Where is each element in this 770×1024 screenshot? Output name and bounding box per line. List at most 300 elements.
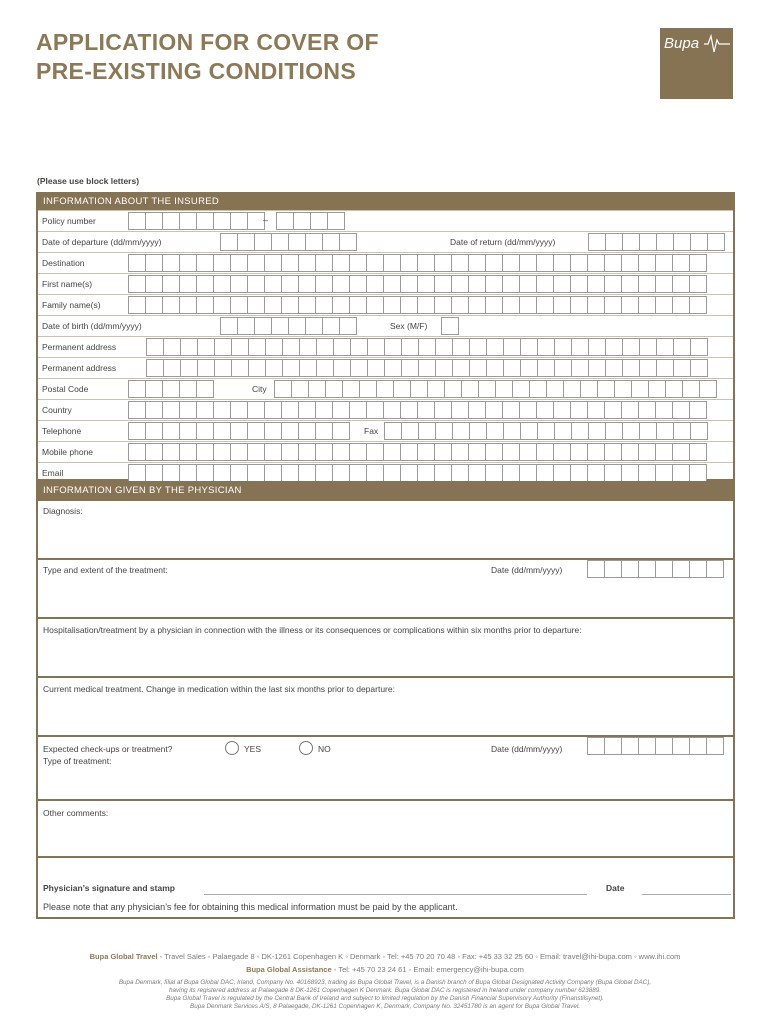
char-box[interactable]: [310, 212, 328, 230]
char-box[interactable]: [621, 401, 639, 419]
char-box[interactable]: [247, 275, 265, 293]
char-box[interactable]: [281, 464, 299, 482]
char-box[interactable]: [639, 233, 657, 251]
char-box[interactable]: [672, 737, 690, 755]
char-box[interactable]: [690, 338, 708, 356]
char-box[interactable]: [410, 380, 428, 398]
char-box[interactable]: [604, 443, 622, 461]
char-box[interactable]: [349, 275, 367, 293]
char-box[interactable]: [231, 338, 249, 356]
char-box[interactable]: [699, 380, 717, 398]
char-box[interactable]: [230, 401, 248, 419]
char-box[interactable]: [214, 359, 232, 377]
char-box[interactable]: [282, 359, 300, 377]
email-input[interactable]: [128, 464, 706, 482]
char-box[interactable]: [614, 380, 632, 398]
char-box[interactable]: [282, 338, 300, 356]
char-box[interactable]: [237, 233, 255, 251]
char-box[interactable]: [384, 422, 402, 440]
char-box[interactable]: [451, 401, 469, 419]
char-box[interactable]: [571, 338, 589, 356]
char-box[interactable]: [230, 296, 248, 314]
char-box[interactable]: [434, 275, 452, 293]
char-box[interactable]: [308, 380, 326, 398]
char-box[interactable]: [281, 254, 299, 272]
diagnosis-field[interactable]: [38, 499, 733, 558]
char-box[interactable]: [587, 275, 605, 293]
char-box[interactable]: [648, 380, 666, 398]
char-box[interactable]: [468, 296, 486, 314]
char-box[interactable]: [162, 254, 180, 272]
char-box[interactable]: [520, 422, 538, 440]
char-box[interactable]: [604, 737, 622, 755]
char-box[interactable]: [281, 401, 299, 419]
char-box[interactable]: [180, 359, 198, 377]
char-box[interactable]: [588, 233, 606, 251]
char-box[interactable]: [350, 338, 368, 356]
char-box[interactable]: [265, 338, 283, 356]
char-box[interactable]: [519, 254, 537, 272]
char-box[interactable]: [435, 359, 453, 377]
char-box[interactable]: [179, 464, 197, 482]
char-box[interactable]: [604, 464, 622, 482]
char-box[interactable]: [427, 380, 445, 398]
char-box[interactable]: [655, 254, 673, 272]
char-box[interactable]: [417, 254, 435, 272]
char-box[interactable]: [400, 401, 418, 419]
char-box[interactable]: [622, 233, 640, 251]
char-box[interactable]: [621, 464, 639, 482]
char-box[interactable]: [145, 212, 163, 230]
char-box[interactable]: [288, 233, 306, 251]
char-box[interactable]: [332, 254, 350, 272]
char-box[interactable]: [366, 443, 384, 461]
char-box[interactable]: [281, 296, 299, 314]
char-box[interactable]: [298, 254, 316, 272]
char-box[interactable]: [434, 296, 452, 314]
char-box[interactable]: [503, 338, 521, 356]
char-box[interactable]: [570, 296, 588, 314]
char-box[interactable]: [146, 359, 164, 377]
char-box[interactable]: [299, 338, 317, 356]
char-box[interactable]: [264, 401, 282, 419]
char-box[interactable]: [281, 443, 299, 461]
char-box[interactable]: [179, 275, 197, 293]
char-box[interactable]: [621, 296, 639, 314]
char-box[interactable]: [529, 380, 547, 398]
char-box[interactable]: [271, 317, 289, 335]
char-box[interactable]: [128, 296, 146, 314]
char-box[interactable]: [536, 275, 554, 293]
char-box[interactable]: [383, 401, 401, 419]
char-box[interactable]: [349, 254, 367, 272]
char-box[interactable]: [315, 464, 333, 482]
char-box[interactable]: [435, 422, 453, 440]
char-box[interactable]: [655, 275, 673, 293]
char-box[interactable]: [587, 401, 605, 419]
char-box[interactable]: [553, 401, 571, 419]
char-box[interactable]: [162, 443, 180, 461]
char-box[interactable]: [553, 464, 571, 482]
char-box[interactable]: [485, 296, 503, 314]
char-box[interactable]: [689, 560, 707, 578]
char-box[interactable]: [339, 317, 357, 335]
char-box[interactable]: [486, 338, 504, 356]
char-box[interactable]: [401, 338, 419, 356]
address1-input[interactable]: [146, 338, 707, 356]
char-box[interactable]: [469, 422, 487, 440]
char-box[interactable]: [401, 359, 419, 377]
char-box[interactable]: [588, 359, 606, 377]
char-box[interactable]: [213, 422, 231, 440]
char-box[interactable]: [128, 212, 146, 230]
char-box[interactable]: [128, 275, 146, 293]
char-box[interactable]: [570, 254, 588, 272]
char-box[interactable]: [485, 464, 503, 482]
char-box[interactable]: [271, 233, 289, 251]
char-box[interactable]: [383, 464, 401, 482]
char-box[interactable]: [655, 296, 673, 314]
char-box[interactable]: [571, 422, 589, 440]
char-box[interactable]: [254, 233, 272, 251]
char-box[interactable]: [288, 317, 306, 335]
char-box[interactable]: [707, 233, 725, 251]
char-box[interactable]: [376, 380, 394, 398]
char-box[interactable]: [196, 401, 214, 419]
char-box[interactable]: [163, 338, 181, 356]
char-box[interactable]: [604, 254, 622, 272]
char-box[interactable]: [469, 359, 487, 377]
char-box[interactable]: [689, 401, 707, 419]
char-box[interactable]: [197, 359, 215, 377]
char-box[interactable]: [293, 212, 311, 230]
char-box[interactable]: [213, 464, 231, 482]
char-box[interactable]: [196, 422, 214, 440]
char-box[interactable]: [570, 443, 588, 461]
char-box[interactable]: [638, 401, 656, 419]
char-box[interactable]: [622, 338, 640, 356]
char-box[interactable]: [417, 401, 435, 419]
char-box[interactable]: [536, 401, 554, 419]
char-box[interactable]: [316, 338, 334, 356]
char-box[interactable]: [570, 464, 588, 482]
char-box[interactable]: [502, 275, 520, 293]
char-box[interactable]: [248, 359, 266, 377]
char-box[interactable]: [315, 422, 333, 440]
char-box[interactable]: [638, 254, 656, 272]
char-box[interactable]: [264, 464, 282, 482]
char-box[interactable]: [230, 254, 248, 272]
char-box[interactable]: [689, 296, 707, 314]
char-box[interactable]: [332, 275, 350, 293]
char-box[interactable]: [587, 254, 605, 272]
char-box[interactable]: [162, 380, 180, 398]
char-box[interactable]: [434, 401, 452, 419]
char-box[interactable]: [673, 233, 691, 251]
char-box[interactable]: [128, 254, 146, 272]
char-box[interactable]: [553, 296, 571, 314]
char-box[interactable]: [359, 380, 377, 398]
char-box[interactable]: [417, 443, 435, 461]
address2-input[interactable]: [146, 359, 707, 377]
char-box[interactable]: [145, 401, 163, 419]
char-box[interactable]: [418, 338, 436, 356]
char-box[interactable]: [587, 443, 605, 461]
char-box[interactable]: [332, 464, 350, 482]
char-box[interactable]: [485, 275, 503, 293]
char-box[interactable]: [179, 443, 197, 461]
char-box[interactable]: [519, 275, 537, 293]
char-box[interactable]: [400, 464, 418, 482]
char-box[interactable]: [264, 422, 282, 440]
family-names-input[interactable]: [128, 296, 706, 314]
char-box[interactable]: [682, 380, 700, 398]
char-box[interactable]: [325, 380, 343, 398]
char-box[interactable]: [393, 380, 411, 398]
char-box[interactable]: [605, 359, 623, 377]
char-box[interactable]: [655, 401, 673, 419]
char-box[interactable]: [417, 275, 435, 293]
char-box[interactable]: [417, 296, 435, 314]
char-box[interactable]: [706, 737, 724, 755]
char-box[interactable]: [656, 422, 674, 440]
char-box[interactable]: [162, 296, 180, 314]
char-box[interactable]: [179, 212, 197, 230]
char-box[interactable]: [145, 275, 163, 293]
char-box[interactable]: [128, 464, 146, 482]
char-box[interactable]: [305, 317, 323, 335]
char-box[interactable]: [179, 254, 197, 272]
char-box[interactable]: [468, 464, 486, 482]
char-box[interactable]: [315, 443, 333, 461]
char-box[interactable]: [502, 464, 520, 482]
char-box[interactable]: [502, 401, 520, 419]
char-box[interactable]: [563, 380, 581, 398]
postal-code-input[interactable]: [128, 380, 213, 398]
char-box[interactable]: [451, 296, 469, 314]
char-box[interactable]: [587, 296, 605, 314]
char-box[interactable]: [230, 275, 248, 293]
char-box[interactable]: [621, 275, 639, 293]
checkups-date-input[interactable]: [587, 737, 723, 755]
no-radio[interactable]: [299, 741, 313, 755]
char-box[interactable]: [264, 443, 282, 461]
char-box[interactable]: [264, 254, 282, 272]
char-box[interactable]: [536, 254, 554, 272]
char-box[interactable]: [400, 296, 418, 314]
char-box[interactable]: [213, 296, 231, 314]
char-box[interactable]: [383, 443, 401, 461]
char-box[interactable]: [621, 254, 639, 272]
mobile-input[interactable]: [128, 443, 706, 461]
char-box[interactable]: [231, 359, 249, 377]
char-box[interactable]: [162, 275, 180, 293]
char-box[interactable]: [298, 275, 316, 293]
char-box[interactable]: [478, 380, 496, 398]
char-box[interactable]: [486, 422, 504, 440]
policy-number-suffix-input[interactable]: [276, 212, 344, 230]
char-box[interactable]: [537, 422, 555, 440]
char-box[interactable]: [441, 317, 459, 335]
char-box[interactable]: [638, 464, 656, 482]
yes-radio[interactable]: [225, 741, 239, 755]
char-box[interactable]: [461, 380, 479, 398]
char-box[interactable]: [315, 275, 333, 293]
char-box[interactable]: [333, 359, 351, 377]
char-box[interactable]: [213, 212, 231, 230]
char-box[interactable]: [400, 443, 418, 461]
birth-date-input[interactable]: [220, 317, 356, 335]
char-box[interactable]: [332, 401, 350, 419]
char-box[interactable]: [316, 359, 334, 377]
char-box[interactable]: [332, 296, 350, 314]
char-box[interactable]: [291, 380, 309, 398]
char-box[interactable]: [656, 359, 674, 377]
first-names-input[interactable]: [128, 275, 706, 293]
char-box[interactable]: [417, 464, 435, 482]
char-box[interactable]: [179, 401, 197, 419]
char-box[interactable]: [196, 443, 214, 461]
departure-date-input[interactable]: [220, 233, 356, 251]
char-box[interactable]: [162, 401, 180, 419]
char-box[interactable]: [349, 464, 367, 482]
char-box[interactable]: [502, 254, 520, 272]
char-box[interactable]: [230, 443, 248, 461]
char-box[interactable]: [315, 401, 333, 419]
char-box[interactable]: [418, 422, 436, 440]
char-box[interactable]: [180, 338, 198, 356]
char-box[interactable]: [512, 380, 530, 398]
char-box[interactable]: [264, 275, 282, 293]
return-date-input[interactable]: [588, 233, 724, 251]
char-box[interactable]: [315, 254, 333, 272]
char-box[interactable]: [366, 275, 384, 293]
char-box[interactable]: [434, 443, 452, 461]
char-box[interactable]: [214, 338, 232, 356]
char-box[interactable]: [350, 359, 368, 377]
char-box[interactable]: [230, 464, 248, 482]
current-treatment-field[interactable]: [38, 676, 733, 735]
char-box[interactable]: [554, 338, 572, 356]
char-box[interactable]: [145, 422, 163, 440]
char-box[interactable]: [656, 338, 674, 356]
char-box[interactable]: [213, 443, 231, 461]
char-box[interactable]: [468, 254, 486, 272]
char-box[interactable]: [162, 422, 180, 440]
char-box[interactable]: [451, 443, 469, 461]
char-box[interactable]: [452, 359, 470, 377]
char-box[interactable]: [673, 338, 691, 356]
char-box[interactable]: [672, 296, 690, 314]
char-box[interactable]: [639, 338, 657, 356]
char-box[interactable]: [495, 380, 513, 398]
char-box[interactable]: [366, 464, 384, 482]
char-box[interactable]: [502, 296, 520, 314]
char-box[interactable]: [655, 737, 673, 755]
char-box[interactable]: [468, 275, 486, 293]
char-box[interactable]: [673, 359, 691, 377]
char-box[interactable]: [213, 254, 231, 272]
char-box[interactable]: [571, 359, 589, 377]
char-box[interactable]: [349, 296, 367, 314]
char-box[interactable]: [322, 317, 340, 335]
char-box[interactable]: [128, 422, 146, 440]
other-comments-field[interactable]: [38, 799, 733, 856]
char-box[interactable]: [570, 401, 588, 419]
char-box[interactable]: [179, 380, 197, 398]
char-box[interactable]: [655, 464, 673, 482]
char-box[interactable]: [434, 254, 452, 272]
char-box[interactable]: [315, 296, 333, 314]
char-box[interactable]: [230, 422, 248, 440]
fax-input[interactable]: [384, 422, 707, 440]
char-box[interactable]: [400, 275, 418, 293]
char-box[interactable]: [673, 422, 691, 440]
char-box[interactable]: [213, 401, 231, 419]
char-box[interactable]: [128, 401, 146, 419]
char-box[interactable]: [638, 737, 656, 755]
char-box[interactable]: [332, 443, 350, 461]
char-box[interactable]: [451, 254, 469, 272]
char-box[interactable]: [502, 443, 520, 461]
char-box[interactable]: [655, 443, 673, 461]
char-box[interactable]: [322, 233, 340, 251]
char-box[interactable]: [604, 296, 622, 314]
char-box[interactable]: [145, 380, 163, 398]
char-box[interactable]: [639, 359, 657, 377]
char-box[interactable]: [587, 737, 605, 755]
char-box[interactable]: [672, 443, 690, 461]
char-box[interactable]: [349, 443, 367, 461]
char-box[interactable]: [146, 338, 164, 356]
char-box[interactable]: [451, 275, 469, 293]
char-box[interactable]: [605, 422, 623, 440]
char-box[interactable]: [690, 233, 708, 251]
treatment-type-field[interactable]: [38, 558, 733, 617]
char-box[interactable]: [631, 380, 649, 398]
char-box[interactable]: [621, 560, 639, 578]
policy-number-input[interactable]: [128, 212, 264, 230]
char-box[interactable]: [503, 422, 521, 440]
char-box[interactable]: [342, 380, 360, 398]
char-box[interactable]: [672, 254, 690, 272]
char-box[interactable]: [520, 338, 538, 356]
char-box[interactable]: [672, 464, 690, 482]
telephone-input[interactable]: [128, 422, 349, 440]
char-box[interactable]: [196, 212, 214, 230]
char-box[interactable]: [274, 380, 292, 398]
char-box[interactable]: [621, 737, 639, 755]
char-box[interactable]: [383, 275, 401, 293]
char-box[interactable]: [485, 401, 503, 419]
char-box[interactable]: [384, 359, 402, 377]
destination-input[interactable]: [128, 254, 706, 272]
char-box[interactable]: [554, 359, 572, 377]
char-box[interactable]: [468, 401, 486, 419]
char-box[interactable]: [452, 422, 470, 440]
char-box[interactable]: [580, 380, 598, 398]
char-box[interactable]: [247, 443, 265, 461]
char-box[interactable]: [349, 401, 367, 419]
char-box[interactable]: [265, 359, 283, 377]
char-box[interactable]: [162, 212, 180, 230]
char-box[interactable]: [520, 359, 538, 377]
char-box[interactable]: [689, 737, 707, 755]
char-box[interactable]: [469, 338, 487, 356]
char-box[interactable]: [621, 443, 639, 461]
char-box[interactable]: [452, 338, 470, 356]
char-box[interactable]: [655, 560, 673, 578]
